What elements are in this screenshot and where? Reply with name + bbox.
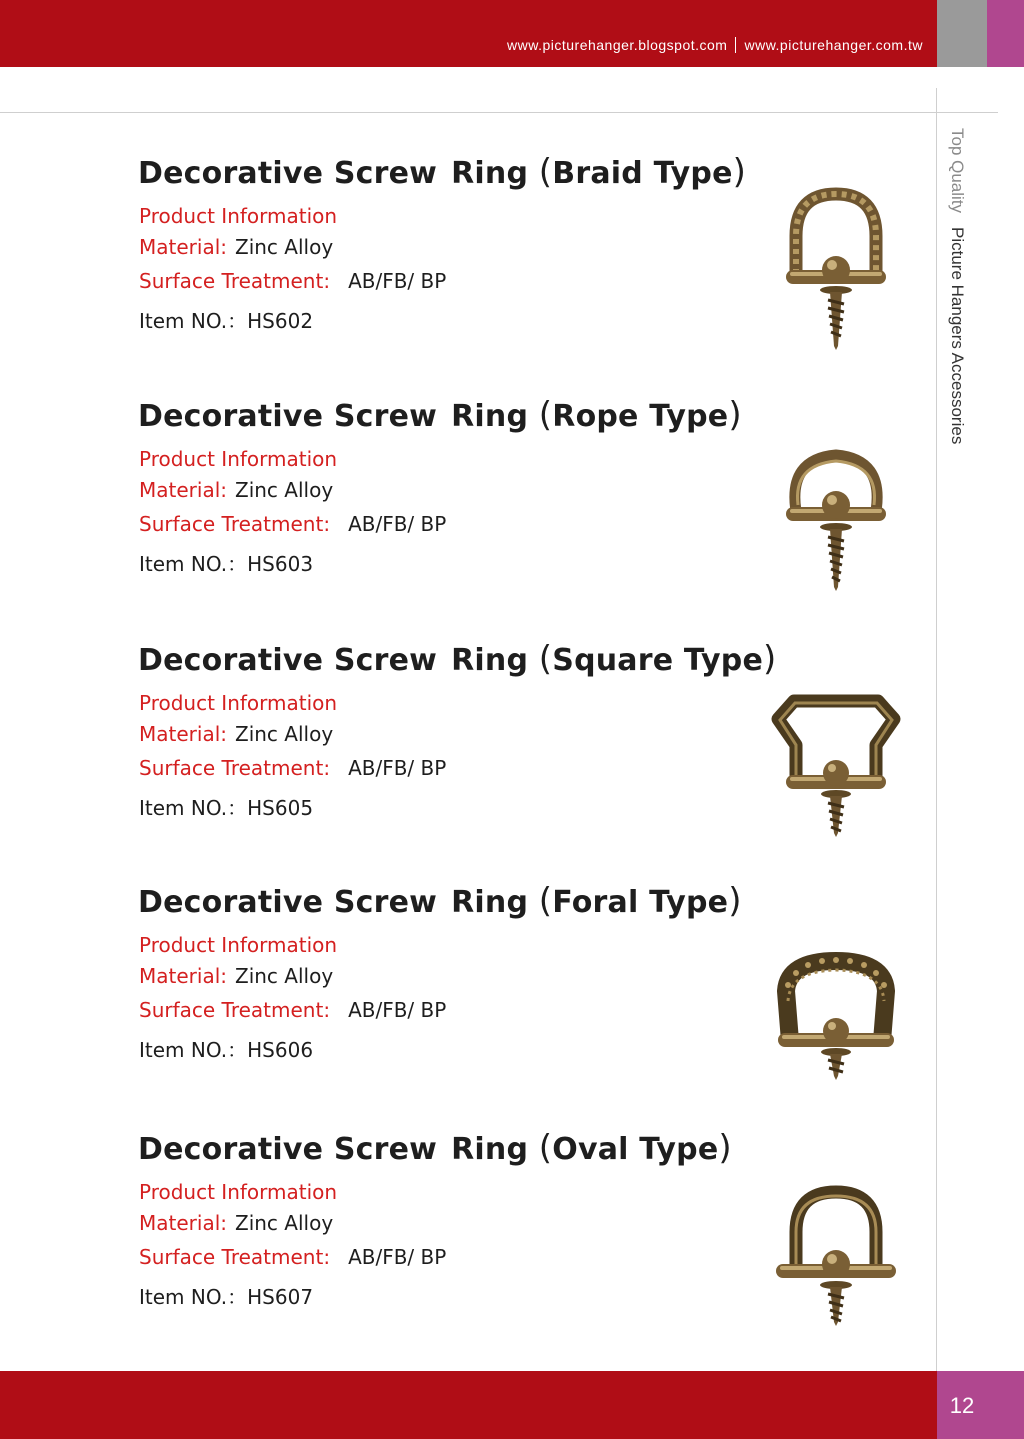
surface-label: Surface Treatment:	[139, 998, 331, 1022]
surface-label: Surface Treatment:	[139, 756, 331, 780]
title-ring: Ring	[451, 1132, 529, 1167]
sidebar-divider-line	[936, 88, 937, 1371]
footer-bar	[0, 1371, 937, 1439]
surface-label: Surface Treatment:	[139, 269, 331, 293]
item-label: Item NO.：	[139, 309, 248, 333]
material-value: Zinc Alloy	[235, 964, 334, 988]
title-main: Decorative Screw	[138, 156, 438, 191]
item-row	[139, 548, 313, 577]
info-heading: Product Information	[139, 1180, 338, 1204]
title-ring: Ring	[451, 399, 529, 434]
product-card	[138, 639, 918, 839]
surface-value: AB/FB/ BP	[348, 269, 447, 293]
title-main: Decorative Screw	[138, 399, 438, 434]
page-number: 12	[949, 1393, 975, 1418]
surface-row	[139, 269, 446, 293]
material-label: Material:	[139, 235, 227, 259]
info-heading: Product Information	[139, 204, 338, 228]
surface-label: Surface Treatment:	[139, 512, 331, 536]
header-bar	[0, 0, 937, 67]
info-heading: Product Information	[139, 933, 338, 957]
title-type: Oval Type	[552, 1132, 719, 1167]
title-main: Decorative Screw	[138, 643, 438, 678]
title-type: Foral Type	[552, 885, 729, 920]
material-row	[139, 1211, 333, 1235]
info-heading: Product Information	[139, 447, 338, 471]
product-card	[138, 881, 918, 1081]
surface-value: AB/FB/ BP	[348, 756, 447, 780]
item-row	[139, 1034, 313, 1063]
header-urls	[507, 37, 923, 53]
product-title: Decorative Screw Ring (Rope Type)	[138, 395, 742, 435]
title-type: Square Type	[552, 643, 764, 678]
product-title: Decorative Screw Ring (Foral Type)	[138, 881, 742, 921]
surface-value: AB/FB/ BP	[348, 512, 447, 536]
item-row	[139, 792, 313, 821]
rope-ring-image	[766, 419, 906, 594]
title-type: Rope Type	[552, 399, 729, 434]
material-label: Material:	[139, 722, 227, 746]
surface-row	[139, 1245, 446, 1269]
sidebar-category: Picture Hangers Accessories	[948, 227, 967, 445]
oval-ring-image	[766, 1152, 906, 1327]
product-card	[138, 152, 918, 352]
floral-ring-image	[766, 905, 906, 1080]
title-ring: Ring	[451, 643, 529, 678]
header-divider	[735, 37, 736, 53]
info-heading: Product Information	[139, 691, 338, 715]
header-purple-block	[987, 0, 1024, 67]
title-type: Braid Type	[552, 156, 733, 191]
material-label: Material:	[139, 964, 227, 988]
surface-row	[139, 998, 446, 1022]
sidebar-label	[947, 128, 967, 444]
material-row	[139, 478, 333, 502]
material-label: Material:	[139, 478, 227, 502]
material-label: Material:	[139, 1211, 227, 1235]
item-row	[139, 1281, 313, 1310]
item-label: Item NO.：	[139, 552, 248, 576]
square-ring-image	[766, 663, 906, 838]
header-gray-block	[937, 0, 987, 67]
title-main: Decorative Screw	[138, 885, 438, 920]
braid-ring-image	[766, 176, 906, 351]
product-title: Decorative Screw Ring (Square Type)	[138, 639, 777, 679]
surface-row	[139, 512, 446, 536]
product-title: Decorative Screw Ring (Oval Type)	[138, 1128, 732, 1168]
surface-value: AB/FB/ BP	[348, 998, 447, 1022]
item-label: Item NO.：	[139, 1038, 248, 1062]
item-row	[139, 305, 313, 334]
product-card	[138, 1128, 918, 1328]
material-row	[139, 722, 333, 746]
surface-row	[139, 756, 446, 780]
material-value: Zinc Alloy	[235, 722, 334, 746]
material-value: Zinc Alloy	[235, 1211, 334, 1235]
material-row	[139, 964, 333, 988]
title-main: Decorative Screw	[138, 1132, 438, 1167]
material-value: Zinc Alloy	[235, 478, 334, 502]
item-label: Item NO.：	[139, 796, 248, 820]
site-url-link[interactable]: www.picturehanger.com.tw	[744, 37, 923, 53]
item-number: HS603	[247, 552, 314, 576]
blog-url-link[interactable]: www.picturehanger.blogspot.com	[507, 37, 728, 53]
title-ring: Ring	[451, 156, 529, 191]
item-number: HS605	[247, 796, 314, 820]
item-number: HS606	[247, 1038, 314, 1062]
page-number-box	[937, 1371, 1024, 1439]
sidebar-tagline: Top Quality	[948, 128, 967, 214]
item-number: HS607	[247, 1285, 314, 1309]
material-row	[139, 235, 333, 259]
product-title: Decorative Screw Ring (Braid Type)	[138, 152, 747, 192]
product-card	[138, 395, 918, 595]
material-value: Zinc Alloy	[235, 235, 334, 259]
title-ring: Ring	[451, 885, 529, 920]
item-number: HS602	[247, 309, 314, 333]
item-label: Item NO.：	[139, 1285, 248, 1309]
surface-value: AB/FB/ BP	[348, 1245, 447, 1269]
header-divider-line	[0, 112, 998, 113]
surface-label: Surface Treatment:	[139, 1245, 331, 1269]
